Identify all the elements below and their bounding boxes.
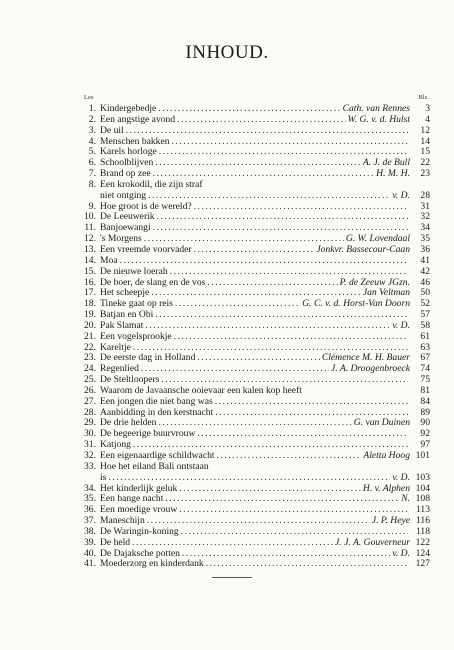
dot-leader <box>161 375 408 386</box>
dot-leader <box>175 299 300 310</box>
entry-body <box>100 516 410 527</box>
page-number: 15 <box>420 146 430 158</box>
page-number: 127 <box>415 558 430 570</box>
dot-leader <box>145 321 390 332</box>
toc-entry <box>80 484 430 495</box>
dot-leader <box>133 343 408 354</box>
lesson-author: P. de Zeeuw JGzn. <box>339 277 410 288</box>
page-number: 57 <box>420 309 430 321</box>
toc-entry <box>80 267 430 278</box>
entry-body <box>100 538 410 549</box>
page-number: 67 <box>420 352 430 364</box>
entry-body <box>100 191 410 202</box>
entry-body <box>100 202 410 213</box>
entry-body <box>100 375 410 386</box>
toc-entry <box>80 212 430 223</box>
page-number: 23 <box>420 168 430 180</box>
dot-leader <box>206 559 408 570</box>
lesson-number: 3. <box>88 124 96 136</box>
page-number: 97 <box>420 439 430 451</box>
lesson-title: Batjan en Obi <box>100 310 154 321</box>
dot-leader <box>207 278 337 289</box>
page-number: 103 <box>415 471 430 483</box>
dot-leader <box>170 267 408 278</box>
entry-body <box>100 310 410 321</box>
toc-entry <box>80 147 430 158</box>
lesson-number: 24. <box>84 363 96 375</box>
lesson-number: 17. <box>84 287 96 299</box>
page-number: 52 <box>420 298 430 310</box>
toc-entry <box>80 516 430 527</box>
lesson-number: 13. <box>84 243 96 255</box>
dot-leader <box>181 527 408 538</box>
lesson-title: Een vreemde voorvader <box>100 244 192 255</box>
entry-body <box>100 299 410 310</box>
toc-entry <box>80 332 430 343</box>
dot-leader <box>177 115 346 126</box>
entry-body <box>100 386 410 397</box>
page-number: 41 <box>420 254 430 266</box>
lesson-title: niet ontging <box>100 190 147 201</box>
lesson-title: De Leeuwerik <box>100 212 155 223</box>
lesson-title: Brand op zee <box>100 169 151 180</box>
dot-leader <box>158 104 340 115</box>
dot-leader <box>151 288 361 299</box>
page-number: 92 <box>420 428 430 440</box>
toc-entry <box>80 473 430 484</box>
lesson-title: Een jongen die niet bang was <box>100 396 213 407</box>
toc-entry <box>80 538 430 549</box>
lesson-number: 22. <box>84 341 96 353</box>
entry-body <box>100 147 410 158</box>
lesson-number: 4. <box>88 135 96 147</box>
entry-body <box>100 559 410 570</box>
toc-entry <box>80 202 430 213</box>
toc-entry <box>80 158 430 169</box>
lesson-title: Een eigenaardige schildwacht <box>100 451 215 461</box>
toc-entry <box>80 397 430 408</box>
page-number: 28 <box>420 189 430 201</box>
page-number: 4 <box>425 113 430 125</box>
toc-entry <box>80 429 430 440</box>
page-number: 36 <box>420 243 430 255</box>
entry-body <box>100 169 410 180</box>
page-number: 32 <box>420 211 430 223</box>
lesson-author: v. D. <box>392 548 410 559</box>
entry-body <box>100 527 410 538</box>
lesson-title: Het kinderlijk geluk <box>100 483 178 494</box>
lesson-author: Cath. van Rennes <box>342 104 410 114</box>
lesson-number: 26. <box>84 384 96 396</box>
lesson-number: 34. <box>84 482 96 494</box>
entry-body <box>100 440 410 451</box>
lesson-author: G. van Duinen <box>353 418 410 429</box>
lesson-number: 20. <box>84 319 96 331</box>
toc-entry <box>80 169 430 180</box>
entry-body <box>100 288 410 299</box>
dot-leader <box>159 147 408 158</box>
lesson-number: 1. <box>88 103 96 114</box>
entry-body <box>100 397 410 408</box>
lesson-author: Jan Veltman <box>362 288 410 299</box>
lesson-number: 15. <box>84 265 96 277</box>
lesson-author: Aletta Hoog <box>363 451 410 461</box>
entry-body <box>100 494 410 505</box>
page-number: 104 <box>415 482 430 494</box>
entry-body <box>100 364 410 375</box>
page-number: 118 <box>415 525 430 537</box>
lesson-number: 33. <box>84 460 96 472</box>
toc-entry <box>80 386 430 397</box>
entry-body <box>100 256 410 267</box>
lesson-author: Clémence M. H. Bauer <box>321 353 410 364</box>
dot-leader <box>217 451 362 462</box>
page-number: 81 <box>420 384 430 396</box>
toc-entry <box>80 375 430 386</box>
lesson-title: Tineke gaat op reis <box>100 299 173 310</box>
page-number: 35 <box>420 233 430 245</box>
toc-entry <box>80 353 430 364</box>
lesson-number: 35. <box>84 493 96 505</box>
dot-leader <box>172 137 408 148</box>
lesson-title: De eerste dag in Holland <box>100 353 196 364</box>
lesson-author: N. <box>401 494 410 505</box>
toc-entry <box>80 505 430 516</box>
lesson-title: Banjoewangi <box>100 223 151 234</box>
entry-body <box>100 418 410 429</box>
lesson-author: J. P. Heye <box>371 516 410 527</box>
toc-entry <box>80 256 430 267</box>
dot-leader <box>215 408 408 419</box>
page-number: 113 <box>415 504 430 516</box>
page-number: 22 <box>420 157 430 169</box>
lesson-author: H. M. H. <box>376 169 410 180</box>
lesson-number: 30. <box>84 428 96 440</box>
lesson-author: H. v. Alphen <box>362 483 410 494</box>
lesson-number: 12. <box>84 233 96 245</box>
entry-body <box>100 505 410 516</box>
toc-entry <box>80 191 430 202</box>
dot-leader <box>197 429 408 440</box>
lesson-title: Menschen bakken <box>100 136 170 147</box>
entry-body <box>100 223 410 234</box>
dot-leader <box>179 484 361 495</box>
toc-entry <box>80 451 430 462</box>
page-number: 12 <box>420 124 430 136</box>
lesson-number: 38. <box>84 525 96 537</box>
page-number: 89 <box>420 406 430 418</box>
lesson-number: 14. <box>84 254 96 266</box>
entry-body <box>100 212 410 223</box>
lesson-number: 8. <box>88 178 96 190</box>
toc-entry <box>80 104 430 115</box>
dot-leader <box>174 332 408 343</box>
lesson-number: 6. <box>88 157 96 169</box>
entry-body <box>100 549 410 560</box>
dot-leader <box>144 234 344 245</box>
lesson-number: 37. <box>84 515 96 527</box>
lesson-number: 23. <box>84 352 96 364</box>
lesson-number: 21. <box>84 330 96 342</box>
lesson-title: Hoe groot is de wereld? <box>100 201 192 212</box>
lesson-title: is <box>100 472 107 483</box>
entry-body <box>100 332 410 343</box>
lesson-author: G. W. Lovendaal <box>345 234 410 245</box>
entry-body <box>100 245 410 256</box>
entry-body <box>100 126 410 137</box>
dot-leader <box>147 516 370 527</box>
dot-leader <box>141 364 329 375</box>
toc-entry <box>80 408 430 419</box>
dot-leader <box>194 202 408 213</box>
toc-entry <box>80 559 430 570</box>
dot-leader <box>165 494 399 505</box>
toc-entry <box>80 245 430 256</box>
dot-leader <box>197 353 319 364</box>
page-number: 63 <box>420 341 430 353</box>
dot-leader <box>153 169 375 180</box>
lesson-number: 41. <box>84 558 96 570</box>
page-number: 31 <box>420 200 430 212</box>
entry-body <box>100 180 410 191</box>
lesson-title: De held <box>100 537 131 548</box>
lesson-author: v. D. <box>392 190 410 201</box>
entry-body <box>100 234 410 245</box>
toc-entry <box>80 310 430 321</box>
lesson-title: Maneschijn <box>100 516 145 527</box>
toc-entry <box>80 462 430 473</box>
lesson-number: 7. <box>88 168 96 180</box>
toc-entry <box>80 527 430 538</box>
lesson-title: 's Morgens <box>100 234 142 245</box>
lesson-author: J. A. Droogenbroeck <box>330 364 410 375</box>
lesson-title: Katjong <box>100 440 131 451</box>
entry-body <box>100 451 410 462</box>
page-number: 108 <box>415 493 430 505</box>
lesson-author: G. C. v. d. Horst-Van Doorn <box>302 299 410 310</box>
dot-leader <box>158 418 351 429</box>
toc-entry <box>80 364 430 375</box>
entry-body <box>100 137 410 148</box>
lesson-number: 18. <box>84 298 96 310</box>
toc-entry <box>80 137 430 148</box>
page-column-header: Blz. <box>418 94 429 101</box>
entry-body <box>100 267 410 278</box>
dot-leader <box>157 212 408 223</box>
lesson-title: Een angstige avond <box>100 114 176 125</box>
page-number: 14 <box>420 135 430 147</box>
lesson-number: 19. <box>84 309 96 321</box>
toc-entry <box>80 418 430 429</box>
entry-body <box>100 343 410 354</box>
page-number: 3 <box>425 103 430 114</box>
entry-body <box>100 429 410 440</box>
toc-entry <box>80 440 430 451</box>
toc-entry <box>80 234 430 245</box>
entry-body <box>100 321 410 332</box>
entry-body <box>100 158 410 169</box>
lesson-title: Een vogelsprookje <box>100 331 172 342</box>
lesson-title: Hoe het eiland Bali ontstaan <box>100 461 209 472</box>
lesson-number: 31. <box>84 439 96 451</box>
lesson-title: Schoolblijven <box>100 158 154 169</box>
lesson-number: 10. <box>84 211 96 223</box>
lesson-number: 27. <box>84 395 96 407</box>
toc-entry <box>80 549 430 560</box>
lesson-number: 16. <box>84 276 96 288</box>
entry-body <box>100 353 410 364</box>
page-number: 84 <box>420 395 430 407</box>
entry-body <box>100 104 410 115</box>
lesson-number: 25. <box>84 374 96 386</box>
lesson-title: Karels horloge <box>100 147 157 158</box>
page-number: 101 <box>415 450 430 461</box>
page-title: INHOUD. <box>185 42 269 63</box>
entry-body <box>100 462 410 473</box>
lesson-title: Pak Slamat <box>100 320 144 331</box>
lesson-title: Kindergebedje <box>100 104 157 114</box>
toc-entry <box>80 343 430 354</box>
lesson-title: Waarom de Javaansche ooievaar een kalen kop heeft <box>100 385 302 396</box>
toc-entry <box>80 223 430 234</box>
page-number: 75 <box>420 374 430 386</box>
lesson-title: De Dajaksche potten <box>100 548 180 559</box>
lesson-number: 9. <box>88 200 96 212</box>
lesson-author: A. J. de Bull <box>362 158 410 169</box>
lesson-title: Aanbidding in den kerstnacht <box>100 407 214 418</box>
lesson-number: 11. <box>84 222 96 234</box>
dot-leader <box>120 256 408 267</box>
lesson-number: 32. <box>84 450 96 461</box>
dot-leader <box>132 538 333 549</box>
lesson-title: Het scheepje <box>100 288 150 299</box>
lesson-title: Een moedige vrouw <box>100 505 178 516</box>
toc-entry <box>80 126 430 137</box>
page-number: 74 <box>420 363 430 375</box>
lesson-title: De Steltloopers <box>100 375 160 386</box>
lesson-number: 29. <box>84 417 96 429</box>
page-number: 50 <box>420 287 430 299</box>
page-number: 122 <box>415 536 430 548</box>
table-of-contents <box>80 104 430 570</box>
entry-body <box>100 115 410 126</box>
lesson-title: Een krokodil, die zijn straf <box>100 179 203 190</box>
lesson-author: Jonkvr. Bassecour-Caan <box>316 244 410 255</box>
lesson-number: 2. <box>88 113 96 125</box>
toc-entry <box>80 180 430 191</box>
toc-entry <box>80 115 430 126</box>
dot-leader <box>108 473 390 484</box>
entry-body <box>100 484 410 495</box>
lesson-number: 40. <box>84 547 96 559</box>
dot-leader <box>155 310 408 321</box>
lesson-title: Een bange nacht <box>100 494 164 505</box>
lesson-number: 5. <box>88 146 96 158</box>
lesson-author: v. D. <box>392 320 410 331</box>
page-number: 58 <box>420 319 430 331</box>
lesson-title: Regenlied <box>100 364 139 375</box>
dot-leader <box>148 191 390 202</box>
page-number: 116 <box>415 515 430 527</box>
dot-leader <box>179 505 408 516</box>
lesson-title: De boer, de slang en de vos <box>100 277 206 288</box>
page-number: 90 <box>420 417 430 429</box>
page-number: 46 <box>420 276 430 288</box>
dot-leader <box>133 440 408 451</box>
dot-leader <box>126 126 408 137</box>
end-divider <box>212 577 252 578</box>
lesson-title: De uil <box>100 125 124 136</box>
lesson-title: De drie helden <box>100 418 157 429</box>
lesson-number: 39. <box>84 536 96 548</box>
lesson-author: v. D. <box>392 472 410 483</box>
lesson-author: J. J. A. Gouverneur <box>335 537 410 548</box>
entry-body <box>100 408 410 419</box>
toc-entry <box>80 494 430 505</box>
lesson-number: 28. <box>84 406 96 418</box>
toc-entry <box>80 321 430 332</box>
dot-leader <box>182 549 390 560</box>
entry-body <box>100 473 410 484</box>
lesson-title: Kareltje <box>100 342 131 353</box>
page-number: 34 <box>420 222 430 234</box>
dot-leader <box>194 245 315 256</box>
page-number: 61 <box>420 330 430 342</box>
toc-entry <box>80 299 430 310</box>
toc-entry <box>80 288 430 299</box>
lesson-column-header: Les <box>84 94 94 101</box>
lesson-number: 36. <box>84 504 96 516</box>
entry-body <box>100 278 410 289</box>
lesson-title: De Waringin-koning <box>100 526 179 537</box>
page-number: 124 <box>415 547 430 559</box>
lesson-title: De nieuwe loerah <box>100 266 168 277</box>
lesson-title: Moa <box>100 255 118 266</box>
dot-leader <box>155 158 361 169</box>
dot-leader <box>215 397 408 408</box>
lesson-author: W. G. v. d. Hulst <box>347 114 410 125</box>
toc-entry <box>80 278 430 289</box>
lesson-title: Moederzorg en kinderdank <box>100 559 204 570</box>
lesson-title: De begeerige buurvrouw <box>100 429 196 440</box>
dot-leader <box>153 223 408 234</box>
page-number: 42 <box>420 265 430 277</box>
